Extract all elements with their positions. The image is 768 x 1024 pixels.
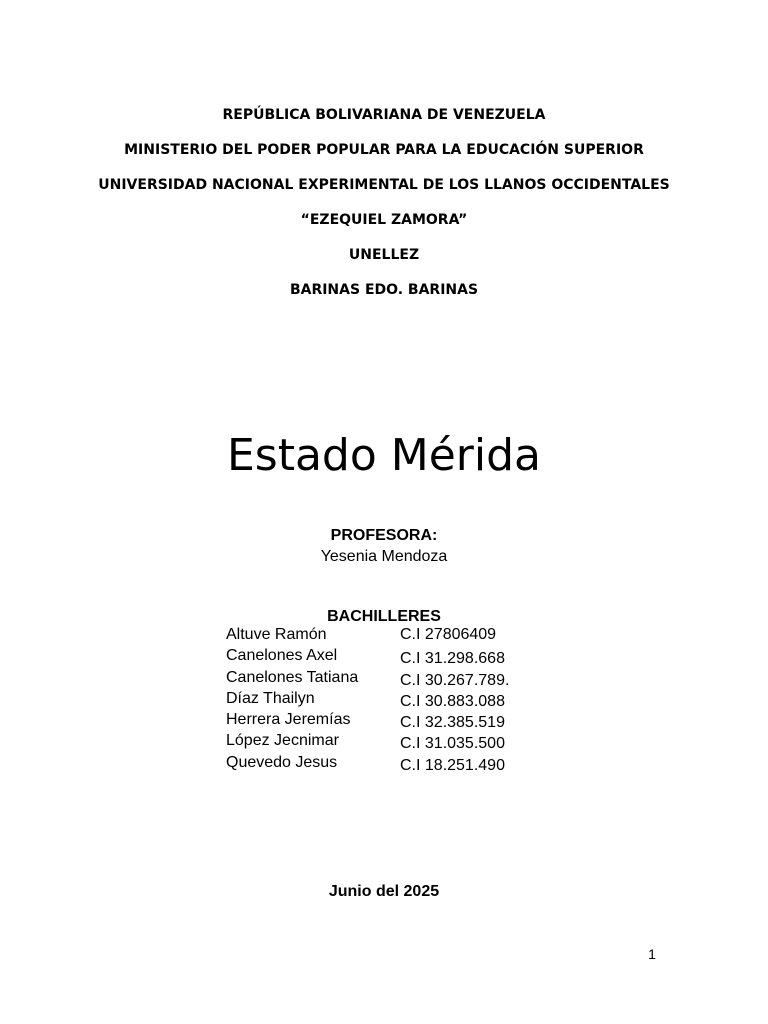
student-id: C.I 30.883.088 bbox=[400, 692, 505, 710]
student-id: C.I 31.298.668 bbox=[400, 650, 505, 668]
student-name: Díaz Thailyn bbox=[226, 689, 315, 707]
student-name: Altuve Ramón bbox=[226, 626, 327, 643]
student-row bbox=[226, 711, 546, 732]
header-university: UNIVERSIDAD NACIONAL EXPERIMENTAL DE LOS LLANOS OCCIDENTALES bbox=[98, 177, 670, 193]
student-row bbox=[226, 754, 546, 775]
student-name: Canelones Tatiana bbox=[226, 668, 359, 686]
student-id: C.I 31.035.500 bbox=[400, 735, 505, 753]
student-row bbox=[226, 647, 546, 668]
document-date: Junio del 2025 bbox=[328, 883, 440, 900]
student-name: López Jecnimar bbox=[226, 732, 339, 750]
student-row bbox=[226, 669, 546, 690]
professor-name: Yesenia Mendoza bbox=[320, 548, 448, 565]
student-row bbox=[226, 626, 546, 647]
student-name: Canelones Axel bbox=[226, 647, 338, 665]
students-list bbox=[226, 626, 546, 775]
student-id: C.I 30.267.789. bbox=[400, 671, 510, 689]
student-row bbox=[226, 732, 546, 753]
student-id: C.I 32.385.519 bbox=[400, 714, 505, 732]
students-heading: BACHILLERES bbox=[327, 608, 441, 625]
page-number: 1 bbox=[648, 946, 656, 962]
professor-heading: PROFESORA: bbox=[330, 527, 438, 544]
header-location: BARINAS EDO. BARINAS bbox=[289, 282, 479, 298]
header-acronym: UNELLEZ bbox=[348, 247, 420, 263]
student-row bbox=[226, 690, 546, 711]
student-name: Herrera Jeremías bbox=[226, 711, 351, 729]
student-id: C.I 27806409 bbox=[400, 626, 497, 643]
header-republic: REPÚBLICA BOLIVARIANA DE VENEZUELA bbox=[222, 107, 546, 123]
student-id: C.I 18.251.490 bbox=[400, 756, 505, 774]
header-university-name: “EZEQUIEL ZAMORA” bbox=[300, 212, 468, 228]
document-title: Estado Mérida bbox=[226, 430, 541, 481]
header-ministry: MINISTERIO DEL PODER POPULAR PARA LA EDUCACIÓN SUPERIOR bbox=[124, 142, 644, 158]
student-name: Quevedo Jesus bbox=[226, 753, 338, 771]
